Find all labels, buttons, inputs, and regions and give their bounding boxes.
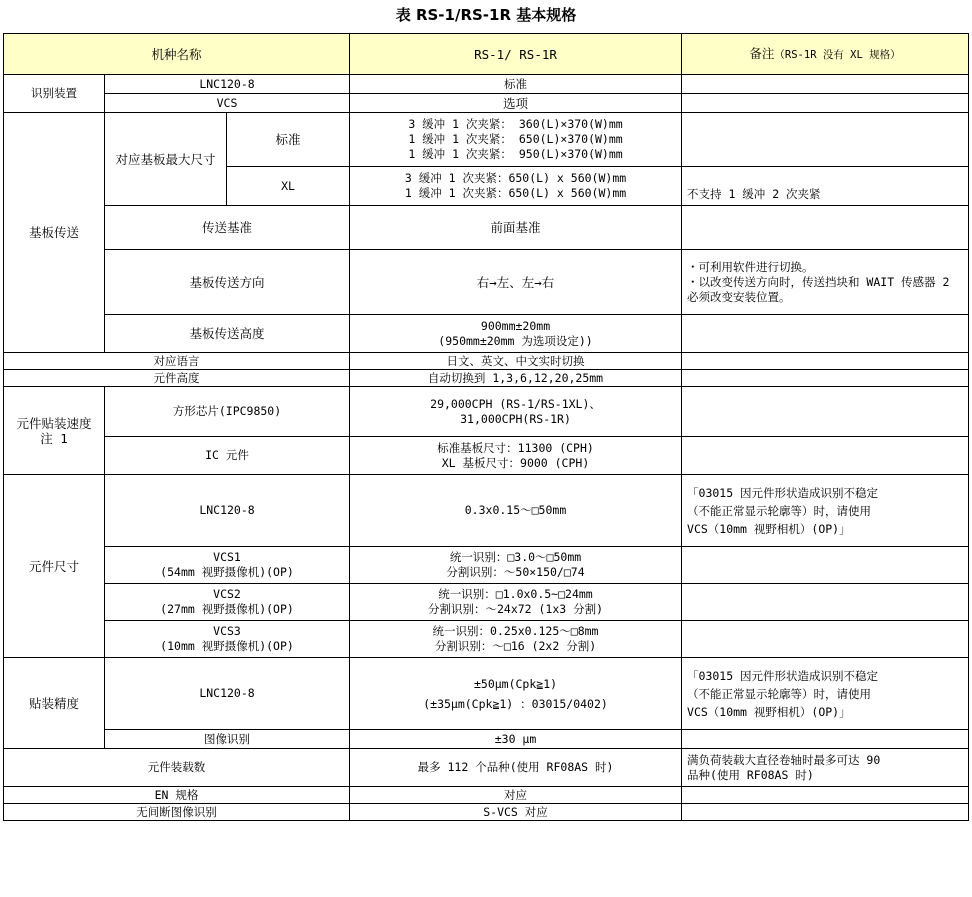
accuracy-img-note <box>682 730 969 749</box>
conveyor-dir-note <box>682 250 969 315</box>
page-title: 表 RS-1/RS-1R 基本规格 <box>395 6 577 24</box>
header-remarks-label: 备注 <box>749 45 775 61</box>
table-row <box>4 353 969 370</box>
table-row <box>4 787 969 804</box>
accuracy-img-value: ±30 μm <box>350 730 682 749</box>
speed-label <box>4 387 105 475</box>
recog-lnc-value: 标准 <box>350 75 682 94</box>
maxsize-xl-value <box>350 167 682 206</box>
header-model-name: 机种名称 <box>4 34 350 75</box>
accuracy-lnc-label: LNC120-8 <box>105 658 350 730</box>
vcs2-label-line: (27mm 视野摄像机)(OP) <box>160 602 294 616</box>
vcs3-label <box>105 621 350 658</box>
vcs2-value <box>350 584 682 621</box>
speed-ic-value <box>350 437 682 475</box>
table-row <box>4 206 969 250</box>
conveyor-label: 基板传送 <box>4 113 105 353</box>
accuracy-img-label: 图像识别 <box>105 730 350 749</box>
language-note <box>682 353 969 370</box>
recog-lnc-note <box>682 75 969 94</box>
maxsize-std-value <box>350 113 682 167</box>
comp-size-label: 元件尺寸 <box>4 475 105 658</box>
comp-size-lnc-value: 0.3x0.15～□50mm <box>350 475 682 547</box>
vcs1-value-line: 统一识别：□3.0～□50mm <box>449 550 582 564</box>
speed-ic-label: IC 元件 <box>105 437 350 475</box>
maxsize-xl-line: 1 缓冲 1 次夹紧：650(L) x 560(W)mm <box>404 186 627 200</box>
accuracy-label: 贴装精度 <box>4 658 105 749</box>
table-row <box>4 250 969 315</box>
vcs1-label <box>105 547 350 584</box>
vcs2-value-line: 统一识别：□1.0x0.5~□24mm <box>438 587 593 601</box>
feeders-note-line: 品种(使用 RF08AS 时) <box>687 767 814 782</box>
table-row <box>4 804 969 821</box>
vcs1-label-line: (54mm 视野摄像机)(OP) <box>160 565 294 579</box>
table-row <box>4 730 969 749</box>
conveyor-height-line: 900mm±20mm <box>480 318 551 333</box>
accuracy-lnc-value <box>350 658 682 730</box>
speed-ic-line: XL 基板尺寸：9000 (CPH) <box>441 455 590 470</box>
vcs2-label-line: VCS2 <box>213 587 241 601</box>
accuracy-note-line: VCS（10mm 视野相机）(OP)」 <box>687 704 851 719</box>
svcs-label: 无间断图像识别 <box>4 804 350 821</box>
accuracy-lnc-line: (±35μm(Cpk≧1) ：03015/0402) <box>423 696 608 711</box>
speed-chip-label: 方形芯片(IPC9850) <box>105 387 350 437</box>
maxsize-std-label: 标准 <box>227 113 350 167</box>
table-row <box>4 437 969 475</box>
conveyor-height-note <box>682 315 969 353</box>
conveyor-height-line: (950mm±20mm 为选项设定)) <box>438 333 593 348</box>
comp-height-value: 自动切换到 1,3,6,12,20,25mm <box>350 370 682 387</box>
speed-ic-note <box>682 437 969 475</box>
speed-ic-line: 标准基板尺寸：11300 (CPH) <box>437 440 594 455</box>
vcs3-label-line: VCS3 <box>213 624 241 638</box>
recog-vcs-label: VCS <box>105 94 350 113</box>
maxsize-xl-note: 不支持 1 缓冲 2 次夹紧 <box>682 167 969 206</box>
accuracy-note-line: （不能正常显示轮廓等）时，请使用 <box>687 686 872 701</box>
header-row <box>4 34 969 75</box>
recog-vcs-note <box>682 94 969 113</box>
speed-chip-value <box>350 387 682 437</box>
conveyor-ref-note <box>682 206 969 250</box>
feeders-value: 最多 112 个品种(使用 RF08AS 时) <box>350 749 682 787</box>
recog-lnc-label: LNC120-8 <box>105 75 350 94</box>
spec-table <box>3 33 969 821</box>
vcs1-value <box>350 547 682 584</box>
table-row <box>4 94 969 113</box>
comp-size-lnc-label: LNC120-8 <box>105 475 350 547</box>
maxsize-std-line: 1 缓冲 1 次夹紧： 650(L)×370(W)mm <box>408 132 623 146</box>
feeders-note <box>682 749 969 787</box>
conveyor-dir-note-line: ・可利用软件进行切换。 <box>687 259 814 274</box>
conveyor-dir-value: 右→左、左→右 <box>350 250 682 315</box>
speed-label-line: 注 1 <box>40 430 68 446</box>
speed-chip-line: 31,000CPH(RS-1R) <box>460 411 571 426</box>
vcs2-note <box>682 584 969 621</box>
conveyor-height-value <box>350 315 682 353</box>
header-remarks <box>682 34 969 75</box>
table-row <box>4 547 969 584</box>
maxsize-xl-line: 3 缓冲 1 次夹紧：650(L) x 560(W)mm <box>404 171 627 185</box>
accuracy-lnc-note <box>682 658 969 730</box>
svcs-note <box>682 804 969 821</box>
vcs3-value-line: 分割识别：～□16 (2x2 分割) <box>434 639 597 653</box>
comp-height-note <box>682 370 969 387</box>
vcs2-label <box>105 584 350 621</box>
vcs1-value-line: 分割识别：～50×150/□74 <box>446 565 585 579</box>
vcs3-value-line: 统一识别：0.25x0.125～□8mm <box>432 624 599 638</box>
conveyor-ref-label: 传送基准 <box>105 206 350 250</box>
feeders-note-line: 满负荷装载大直径卷轴时最多可达 90 <box>687 752 881 767</box>
table-row <box>4 658 969 730</box>
vcs3-label-line: (10mm 视野摄像机)(OP) <box>160 639 294 653</box>
comp-size-lnc-note <box>682 475 969 547</box>
comp-size-note-line: VCS（10mm 视野相机）(OP)」 <box>687 521 851 536</box>
table-row <box>4 315 969 353</box>
comp-size-note-line: 「03015 因元件形状造成识别不稳定 <box>687 485 879 500</box>
maxsize-std-line: 3 缓冲 1 次夹紧： 360(L)×370(W)mm <box>408 117 623 131</box>
vcs3-value <box>350 621 682 658</box>
speed-label-line: 元件贴装速度 <box>16 415 92 431</box>
recog-vcs-value: 选项 <box>350 94 682 113</box>
conveyor-dir-label: 基板传送方向 <box>105 250 350 315</box>
comp-size-note-line: （不能正常显示轮廓等）时，请使用 <box>687 503 872 518</box>
en-label: EN 规格 <box>4 787 350 804</box>
table-row <box>4 75 969 94</box>
vcs3-note <box>682 621 969 658</box>
table-row <box>4 584 969 621</box>
table-row <box>4 749 969 787</box>
speed-chip-line: 29,000CPH (RS-1/RS-1XL)、 <box>430 396 601 411</box>
en-note <box>682 787 969 804</box>
vcs1-label-line: VCS1 <box>213 550 241 564</box>
maxsize-std-line: 1 缓冲 1 次夹紧： 950(L)×370(W)mm <box>408 147 623 161</box>
feeders-label: 元件装载数 <box>4 749 350 787</box>
maxsize-label: 对应基板最大尺寸 <box>105 113 227 206</box>
conveyor-dir-note-line: ・以改变传送方向时，传送挡块和 WAIT 传感器 2 必须改变安装位置。 <box>687 274 950 304</box>
vcs1-note <box>682 547 969 584</box>
maxsize-xl-label: XL <box>227 167 350 206</box>
table-row <box>4 475 969 547</box>
vcs2-value-line: 分割识别：～24x72 (1x3 分割) <box>427 602 604 616</box>
language-value: 日文、英文、中文实时切换 <box>350 353 682 370</box>
table-row <box>4 370 969 387</box>
maxsize-std-note <box>682 113 969 167</box>
speed-chip-note <box>682 387 969 437</box>
header-model: RS-1/ RS-1R <box>350 34 682 75</box>
language-label: 对应语言 <box>4 353 350 370</box>
conveyor-height-label: 基板传送高度 <box>105 315 350 353</box>
comp-height-label: 元件高度 <box>4 370 350 387</box>
svcs-value: S-VCS 对应 <box>350 804 682 821</box>
accuracy-lnc-line: ±50μm(Cpk≧1) <box>473 676 558 691</box>
header-remarks-small: （RS-1R 没有 XL 规格） <box>774 48 901 61</box>
en-value: 对应 <box>350 787 682 804</box>
table-row <box>4 113 969 167</box>
recog-label: 识别装置 <box>4 75 105 113</box>
accuracy-note-line: 「03015 因元件形状造成识别不稳定 <box>687 668 879 683</box>
table-row <box>4 621 969 658</box>
table-row <box>4 387 969 437</box>
conveyor-ref-value: 前面基准 <box>350 206 682 250</box>
